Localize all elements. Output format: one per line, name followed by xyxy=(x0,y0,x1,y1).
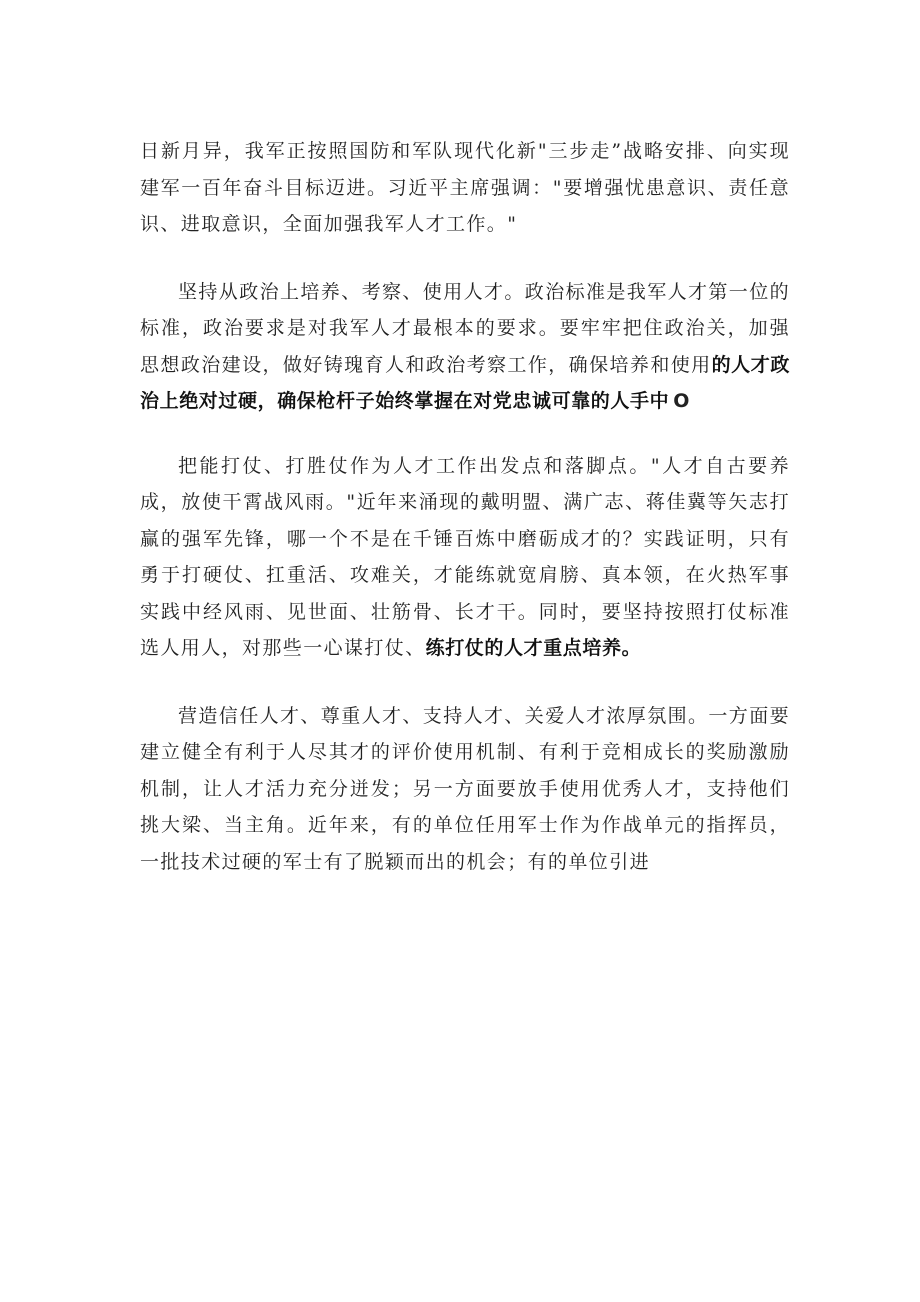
paragraph-3-text: 把能打仗、打胜仗作为人才工作出发点和落脚点。"人才自古要养成，放使干霄战风雨。"近年来涌现的戴明盟、满广志、蒋佳冀等矢志打赢的强军先锋，哪一个不是在千锤百炼中磨砺成才的？实践证明，只有勇于打硬仗、扛重活、攻难关，才能练就宽肩膀、真本领，在火热军事实践中经风雨、见世面、壮筋骨、长才干。同时，要坚持按照打仗标准选人用人，对那些一心谋打仗、 xyxy=(140,454,790,659)
paragraph-4-text: 营造信任人才、尊重人才、支持人才、关爱人才浓厚氛围。一方面要建立健全有利于人尽其才的评价使用机制、有利于竞相成长的奖励激励机制，让人才活力充分迸发；另一方面要放手使用优秀人才，支持他们挑大梁、当主角。近年来，有的单位任用军士作为作战单元的指挥员，一批技术过硬的军士有了脱颖而出的机会；有的单位引进 xyxy=(140,704,791,873)
paragraph-4 xyxy=(140,698,790,881)
document-body xyxy=(140,133,790,880)
paragraph-2 xyxy=(140,274,790,420)
paragraph-1 xyxy=(140,133,790,243)
paragraph-3 xyxy=(140,448,790,667)
paragraph-1-text: 日新月异，我军正按照国防和军队现代化新"三步走”战略安排、向实现建军一百年奋斗目标迈进。习近平主席强调："要增强忧患意识、责任意识、进取意识，全面加强我军人才工作。" xyxy=(140,140,790,235)
paragraph-3-bold-text: 练打仗的人才重点培养。 xyxy=(425,637,642,659)
paragraph-2-text: 坚持从政治上培养、考察、使用人才。政治标准是我军人才第一位的标准，政治要求是对我军人才最根本的要求。要牢牢把住政治关，加强思想政治建设，做好铸瑰育人和政治考察工作，确保培养和使用 xyxy=(140,280,791,376)
paragraph-2-bold-text: 的人才政治上绝对过硬，确保枪杆子始终掌握在对党忠诚可靠的人手中 xyxy=(140,353,791,412)
paragraph-2-end-mark: O xyxy=(673,390,691,412)
